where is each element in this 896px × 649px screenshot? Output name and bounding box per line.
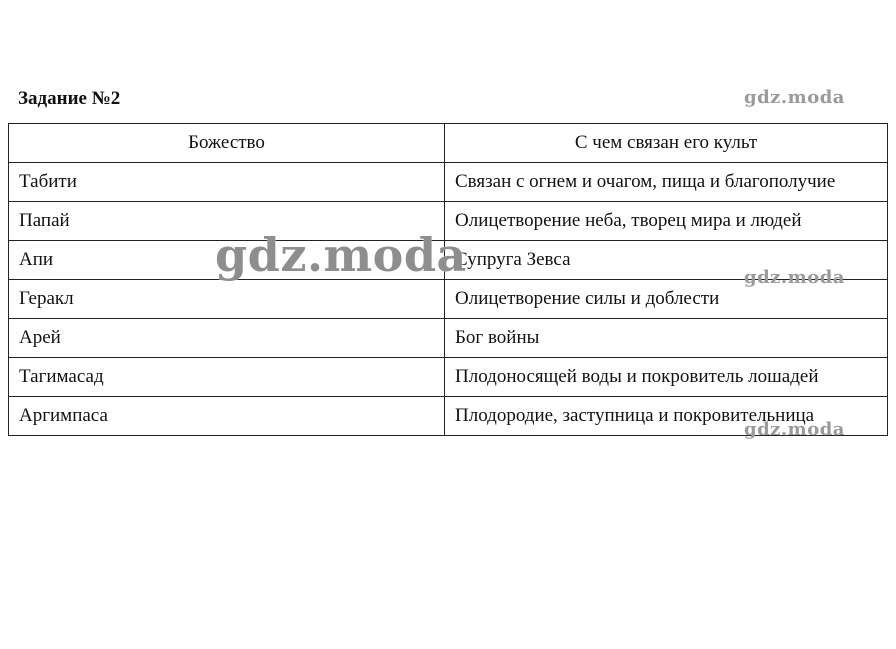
deity-cell: Геракл (9, 280, 445, 319)
deity-cell: Аргимпаса (9, 397, 445, 436)
column-header-cult: С чем связан его культ (445, 124, 888, 163)
table-row (9, 241, 888, 280)
table-row (9, 319, 888, 358)
watermark-large: gdz.moda (215, 228, 467, 282)
watermark-lower-right: gdz.moda (744, 419, 845, 440)
table-row (9, 397, 888, 436)
cult-cell: Плодородие, заступница и покровительница (445, 397, 888, 436)
cult-cell: Плодоносящей воды и покровитель лошадей (445, 358, 888, 397)
cult-cell: Олицетворение неба, творец мира и людей (445, 202, 888, 241)
deity-cell: Апи (9, 241, 445, 280)
cult-cell: Олицетворение силы и доблести (445, 280, 888, 319)
cult-cell: Супруга Зевса (445, 241, 888, 280)
deity-cult-table (8, 123, 888, 436)
deity-cell: Тагимасад (9, 358, 445, 397)
deity-cell: Табити (9, 163, 445, 202)
deity-cell: Папай (9, 202, 445, 241)
table-header-row (9, 124, 888, 163)
task-title: Задание №2 (18, 88, 121, 109)
deity-cell: Арей (9, 319, 445, 358)
cult-cell: Бог войны (445, 319, 888, 358)
cult-cell: Связан с огнем и очагом, пища и благополучие (445, 163, 888, 202)
table-row (9, 202, 888, 241)
table-row (9, 358, 888, 397)
watermark-middle-right: gdz.moda (744, 267, 845, 288)
table-row (9, 280, 888, 319)
watermark-top-right: gdz.moda (744, 87, 845, 108)
column-header-deity: Божество (9, 124, 445, 163)
table-row (9, 163, 888, 202)
